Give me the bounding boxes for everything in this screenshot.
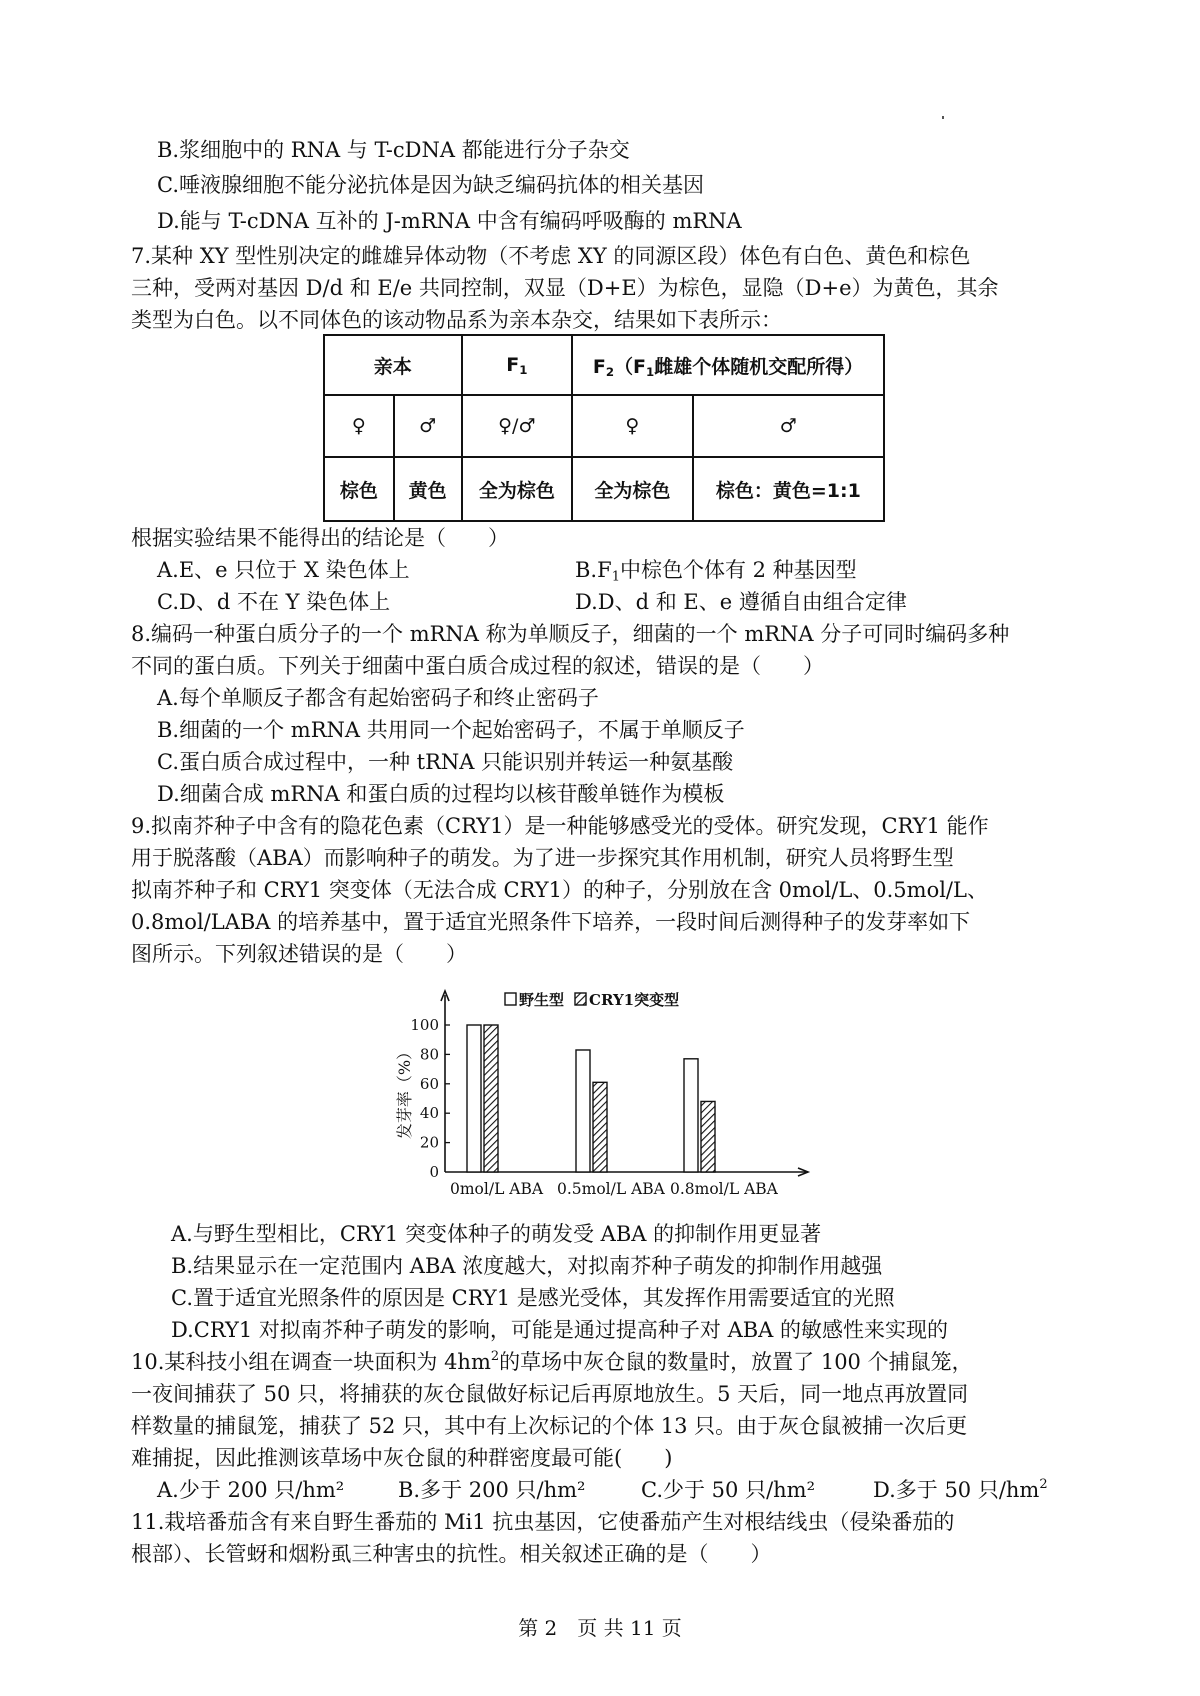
bar-cry1-mutant bbox=[484, 1025, 498, 1172]
y-tick-label: 60 bbox=[419, 1074, 439, 1093]
f2-female-symbol: ♀ bbox=[572, 395, 693, 457]
legend-swatch-cry1-mutant bbox=[575, 993, 586, 1005]
q10-option-a: A.少于 200 只/hm² bbox=[157, 1478, 345, 1502]
bar-wild-type bbox=[467, 1025, 481, 1172]
q10-stem-line-1: 10.某科技小组在调查一块面积为 $4hm^2$的草场中灰仓鼠的数量时，放置了 100 个捕鼠笼， bbox=[131, 1348, 973, 1374]
q6-option-d: D.能与 T-cDNA 互补的 J-mRNA 中含有编码呼吸酶的 mRNA bbox=[157, 209, 742, 233]
f2-female-color: 全为棕色 bbox=[572, 457, 693, 521]
q11-stem-line-1: 11.栽培番茄含有来自野生番茄的 Mi1 抗虫基因，它使番茄产生对根结线虫（侵染番茄的 bbox=[131, 1510, 955, 1534]
bar-wild-type bbox=[684, 1059, 698, 1172]
page-footer: 第 2 页 共 11 页 bbox=[518, 1616, 682, 1640]
scan-mark bbox=[942, 116, 944, 119]
header-f2: $F_2(F_1$雌雄个体随机交配所得） bbox=[572, 335, 884, 395]
q7-stem-line-2: 三种，受两对基因 D/d 和 E/e 共同控制，双显（D+E）为棕色，显隐（D+e）为黄色，其余 bbox=[131, 276, 999, 300]
q6-option-b: B.浆细胞中的 RNA 与 T-cDNA 都能进行分子杂交 bbox=[157, 138, 630, 162]
q7-option-a: A.E、e 只位于 X 染色体上 bbox=[157, 558, 410, 582]
f2-male-color: 棕色：黄色=1:1 bbox=[693, 457, 884, 521]
q8-option-b: B.细菌的一个 mRNA 共用同一个起始密码子，不属于单顺反子 bbox=[157, 718, 745, 742]
cross-result-table bbox=[323, 334, 885, 522]
header-parent: 亲本 bbox=[324, 335, 462, 395]
f2-male-symbol: ♂ bbox=[693, 395, 884, 457]
parent-male-color: 黄色 bbox=[394, 457, 462, 521]
header-f1: $F_1$ bbox=[462, 335, 573, 395]
parent-female-color: 棕色 bbox=[324, 457, 394, 521]
q10-stem-line-3: 样数量的捕鼠笼，捕获了 52 只，其中有上次标记的个体 13 只。由于灰仓鼠被捕一次后更 bbox=[131, 1414, 968, 1438]
q9-option-d: D.CRY1 对拟南芥种子萌发的影响，可能是通过提高种子对 ABA 的敏感性来实现的 bbox=[171, 1318, 949, 1342]
q9-option-c: C.置于适宜光照条件的原因是 CRY1 是感光受体，其发挥作用需要适宜的光照 bbox=[171, 1286, 895, 1310]
x-tick-label: 0mol/L ABA bbox=[450, 1180, 544, 1198]
q8-option-d: D.细菌合成 mRNA 和蛋白质的过程均以核苷酸单链作为模板 bbox=[157, 782, 725, 806]
q10-stem-line-4: 难捕捉，因此推测该草场中灰仓鼠的种群密度最可能( ) bbox=[131, 1446, 673, 1470]
f1-color: 全为棕色 bbox=[462, 457, 573, 521]
bar-cry1-mutant bbox=[701, 1101, 715, 1172]
q6-option-c: C.唾液腺细胞不能分泌抗体是因为缺乏编码抗体的相关基因 bbox=[157, 173, 704, 197]
q7-stem-line-1: 7.某种 XY 型性别决定的雌雄异体动物（不考虑 XY 的同源区段）体色有白色、黄色和棕色 bbox=[131, 244, 971, 268]
q7-option-b: $B.F_1$中棕色个体有 2 种基因型 bbox=[575, 558, 857, 585]
q10-option-c: C.少于 50 只/hm² bbox=[641, 1478, 815, 1502]
bar-wild-type bbox=[576, 1050, 590, 1172]
q9-stem-line-1: 9.拟南芥种子中含有的隐花色素（CRY1）是一种能够感受光的受体。研究发现，CRY1 能作 bbox=[131, 814, 989, 838]
f1-sex-symbol: ♀/♂ bbox=[462, 395, 573, 457]
x-tick-label: 0.8mol/L ABA bbox=[670, 1180, 778, 1198]
q8-option-a: A.每个单顺反子都含有起始密码子和终止密码子 bbox=[157, 686, 599, 710]
q9-option-a: A.与野生型相比，CRY1 突变体种子的萌发受 ABA 的抑制作用更显著 bbox=[171, 1222, 822, 1246]
x-tick-label: 0.5mol/L ABA bbox=[557, 1180, 665, 1198]
q11-stem-line-2: 根部）、长管蚜和烟粉虱三种害虫的抗性。相关叙述正确的是（ ） bbox=[131, 1542, 772, 1566]
germination-rate-bar-chart bbox=[395, 987, 815, 1213]
q8-stem-line-1: 8.编码一种蛋白质分子的一个 mRNA 称为单顺反子，细菌的一个 mRNA 分子可同时编码多种 bbox=[131, 622, 1010, 646]
q10-option-b: B.多于 200 只/hm² bbox=[398, 1478, 586, 1502]
q9-stem-line-2: 用于脱落酸（ABA）而影响种子的萌发。为了进一步探究其作用机制，研究人员将野生型 bbox=[131, 846, 954, 870]
q9-stem-line-4: 0.8mol/LABA 的培养基中，置于适宜光照条件下培养，一段时间后测得种子的发芽率如下 bbox=[131, 910, 971, 934]
q7-option-d: D.D、d 和 E、e 遵循自由组合定律 bbox=[575, 590, 907, 614]
legend-swatch-wild-type bbox=[505, 993, 516, 1005]
legend-label-wild-type: 野生型 bbox=[519, 991, 565, 1009]
y-tick-label: 100 bbox=[410, 1016, 439, 1034]
q8-stem-line-2: 不同的蛋白质。下列关于细菌中蛋白质合成过程的叙述，错误的是（ ） bbox=[131, 654, 824, 678]
parent-male-symbol: ♂ bbox=[394, 395, 462, 457]
y-axis-label: 发芽率（%） bbox=[395, 1043, 414, 1140]
q7-question: 根据实验结果不能得出的结论是（ ） bbox=[131, 526, 509, 550]
y-tick-label: 0 bbox=[429, 1163, 439, 1181]
q7-option-c: C.D、d 不在 Y 染色体上 bbox=[157, 590, 391, 614]
legend-label-cry1-mutant: CRY1突变型 bbox=[589, 991, 680, 1009]
q9-stem-line-3: 拟南芥种子和 CRY1 突变体（无法合成 CRY1）的种子，分别放在含 0mol/L、0.5mol/L、 bbox=[131, 878, 988, 902]
q9-option-b: B.结果显示在一定范围内 ABA 浓度越大，对拟南芥种子萌发的抑制作用越强 bbox=[171, 1254, 883, 1278]
q7-stem-line-3: 类型为白色。以不同体色的该动物品系为亲本杂交，结果如下表所示： bbox=[131, 308, 782, 332]
q10-option-d: D.多于 50 只$/hm^2$ bbox=[873, 1476, 1048, 1502]
parent-female-symbol: ♀ bbox=[324, 395, 394, 457]
y-tick-label: 80 bbox=[419, 1045, 439, 1064]
q8-option-c: C.蛋白质合成过程中，一种 tRNA 只能识别并转运一种氨基酸 bbox=[157, 750, 734, 774]
bar-cry1-mutant bbox=[593, 1082, 607, 1172]
y-tick-label: 20 bbox=[419, 1133, 439, 1152]
q10-stem-line-2: 一夜间捕获了 50 只，将捕获的灰仓鼠做好标记后再原地放生。5 天后，同一地点再放置同 bbox=[131, 1382, 969, 1406]
q9-stem-line-5: 图所示。下列叙述错误的是（ ） bbox=[131, 942, 467, 966]
y-tick-label: 40 bbox=[419, 1104, 439, 1123]
